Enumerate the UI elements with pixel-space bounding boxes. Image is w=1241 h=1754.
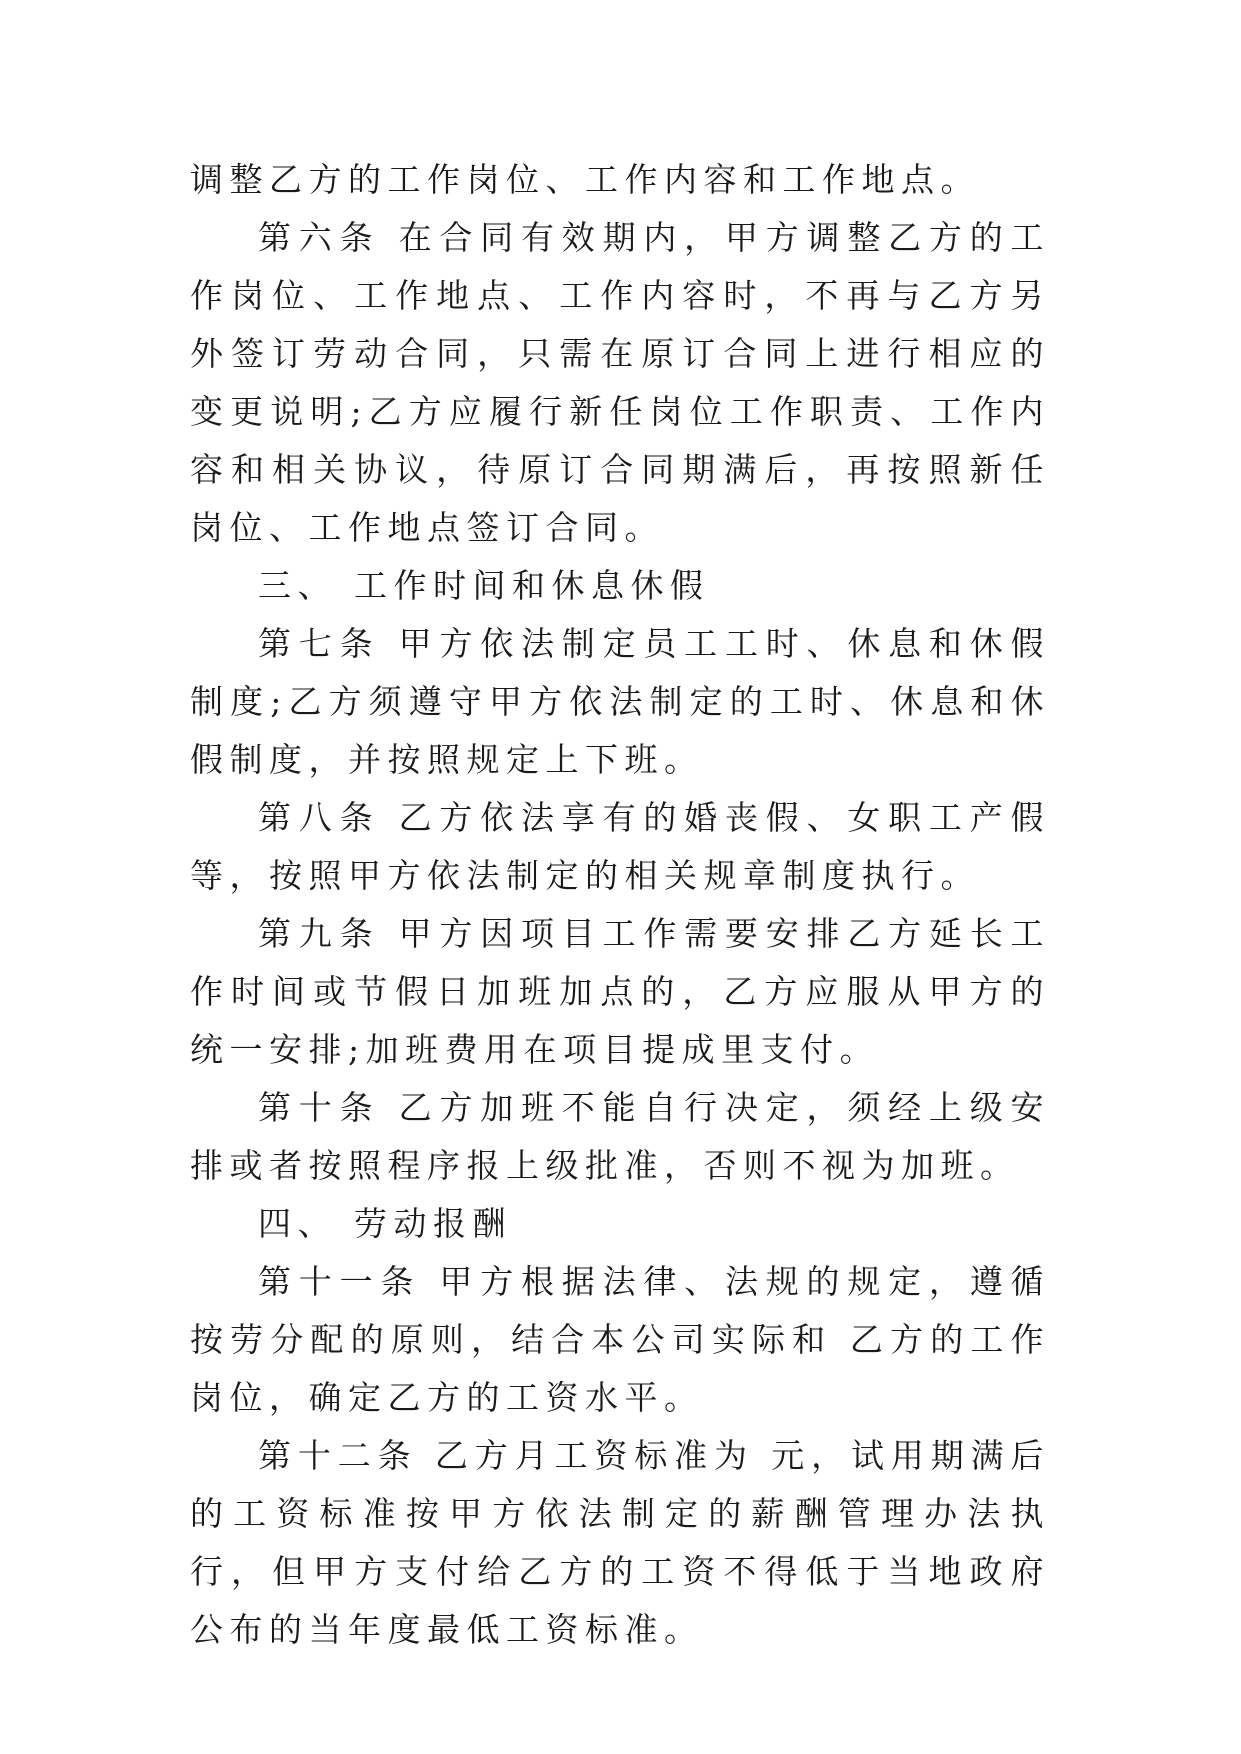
paragraph-article-7: 第七条 甲方依法制定员工工时、休息和休假制度;乙方须遵守甲方依法制定的工时、休息和休假制度，并按照规定上下班。 bbox=[190, 624, 1050, 779]
paragraph-article-8: 第八条 乙方依法享有的婚丧假、女职工产假等，按照甲方依法制定的相关规章制度执行。 bbox=[190, 798, 1050, 895]
paragraph-article-11: 第十一条 甲方根据法律、法规的规定，遵循按劳分配的原则，结合本公司实际和 乙方的工作岗位，确定乙方的工资水平。 bbox=[190, 1262, 1050, 1417]
paragraph-article-6: 第六条 在合同有效期内，甲方调整乙方的工作岗位、工作地点、工作内容时，不再与乙方另外签订劳动合同，只需在原订合同上进行相应的变更说明;乙方应履行新任岗位工作职责、工作内容和相关协议，待原订合同期满后，再按照新任岗位、工作地点签订合同。 bbox=[190, 218, 1050, 547]
paragraph-article-9: 第九条 甲方因项目工作需要安排乙方延长工作时间或节假日加班加点的，乙方应服从甲方的统一安排;加班费用在项目提成里支付。 bbox=[190, 914, 1050, 1069]
document-body bbox=[190, 151, 1050, 1659]
paragraph-article-12: 第十二条 乙方月工资标准为 元，试用期满后的工资标准按甲方依法制定的薪酬管理办法执行，但甲方支付给乙方的工资不得低于当地政府公布的当年度最低工资标准。 bbox=[190, 1436, 1050, 1649]
section-heading-3: 三、 工作时间和休息休假 bbox=[258, 566, 710, 605]
paragraph-article-10: 第十条 乙方加班不能自行决定，须经上级安排或者按照程序报上级批准，否则不视为加班。 bbox=[190, 1088, 1050, 1185]
paragraph-continuation: 调整乙方的工作岗位、工作内容和工作地点。 bbox=[190, 160, 980, 199]
section-heading-4: 四、 劳动报酬 bbox=[258, 1204, 512, 1243]
